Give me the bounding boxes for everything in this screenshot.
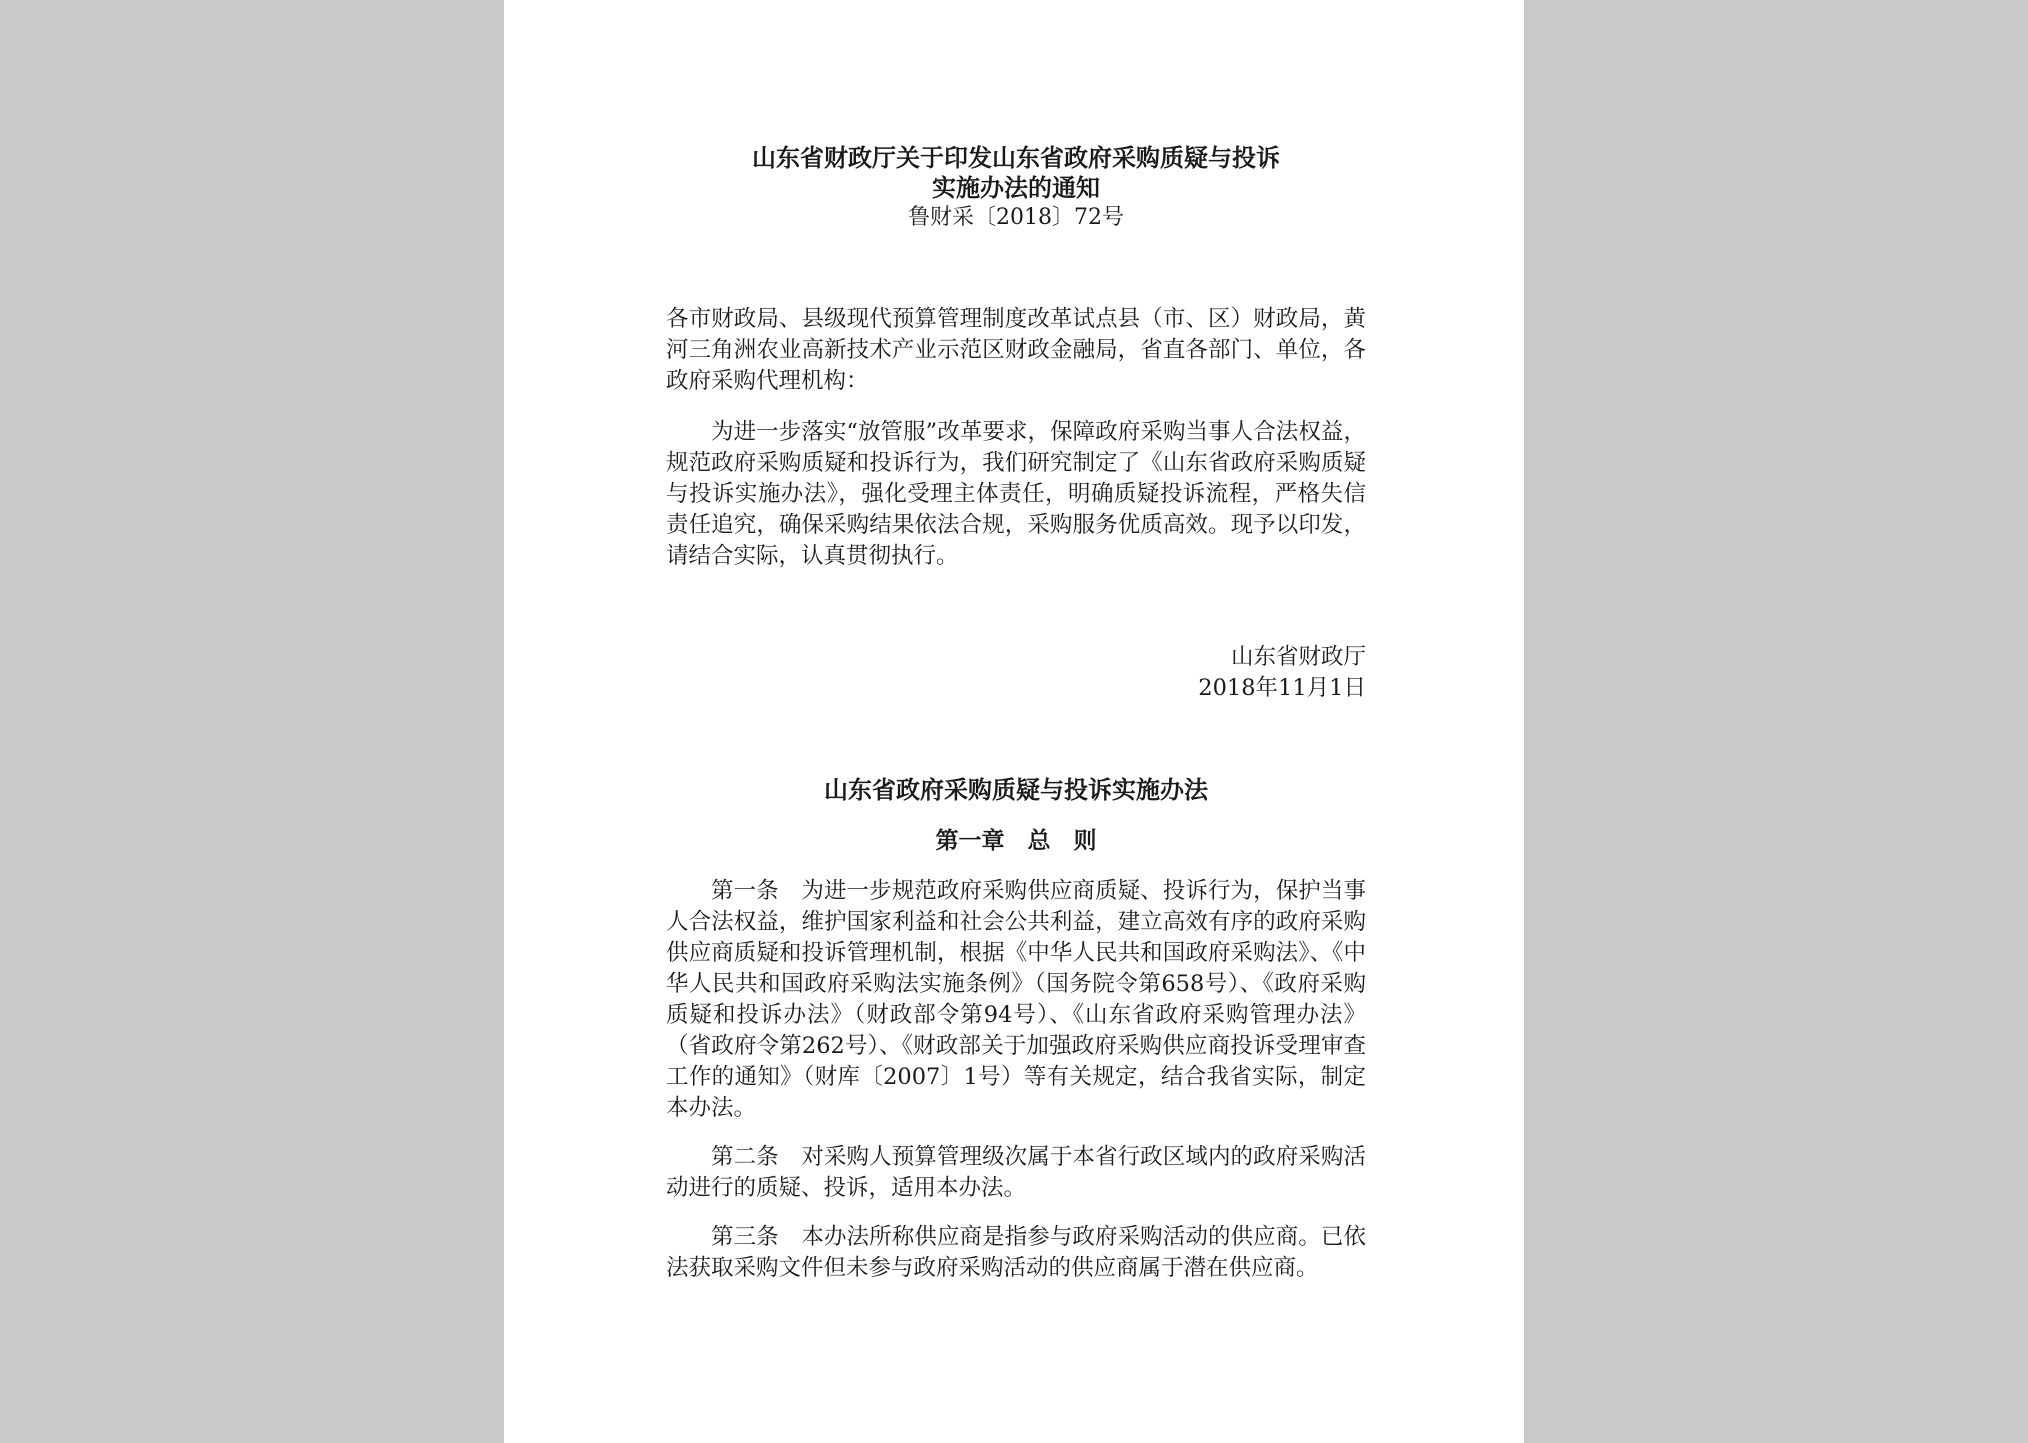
document-page bbox=[504, 0, 1524, 1443]
notice-title-line1: 山东省财政厅关于印发山东省政府采购质疑与投诉 bbox=[752, 143, 1280, 172]
article-2: 第二条 对采购人预算管理级次属于本省行政区域内的政府采购活动进行的质疑、投诉，适用本办法。 bbox=[666, 1144, 1366, 1201]
chapter-heading: 第一章 总 则 bbox=[935, 827, 1097, 854]
notice-body-paragraph: 为进一步落实“放管服”改革要求，保障政府采购当事人合法权益，规范政府采购质疑和投诉行为，我们研究制定了《山东省政府采购质疑与投诉实施办法》，强化受理主体责任，明确质疑投诉流程，严格失信责任追究，确保采购结果依法合规，采购服务优质高效。现予以印发，请结合实际，认真贯彻执行。 bbox=[666, 419, 1366, 569]
addressee-paragraph: 各市财政局、县级现代预算管理制度改革试点县（市、区）财政局，黄河三角洲农业高新技术产业示范区财政金融局，省直各部门、单位，各政府采购代理机构： bbox=[666, 306, 1366, 394]
article-3: 第三条 本办法所称供应商是指参与政府采购活动的供应商。已依法获取采购文件但未参与政府采购活动的供应商属于潜在供应商。 bbox=[666, 1224, 1366, 1281]
signature-org: 山东省财政厅 bbox=[1230, 644, 1366, 670]
article-1: 第一条 为进一步规范政府采购供应商质疑、投诉行为，保护当事人合法权益，维护国家利益和社会公共利益，建立高效有序的政府采购供应商质疑和投诉管理机制，根据《中华人民共和国政府采购法》、《中华人民共和国政府采购法实施条例》（国务院令第658号）、《政府采购质疑和投诉办法》（财政部令第94号）、《山东省政府采购管理办法》（省政府令第262号）、《财政部关于加强政府采购供应商投诉受理审查工作的通知》（财库〔2007〕1号）等有关规定，结合我省实际，制定本办法。 bbox=[666, 878, 1366, 1121]
signature-date: 2018年11月1日 bbox=[1198, 675, 1366, 701]
doc-number: 鲁财采〔2018〕72号 bbox=[908, 205, 1124, 230]
notice-title-line2: 实施办法的通知 bbox=[932, 173, 1100, 202]
regulation-title: 山东省政府采购质疑与投诉实施办法 bbox=[824, 775, 1208, 804]
